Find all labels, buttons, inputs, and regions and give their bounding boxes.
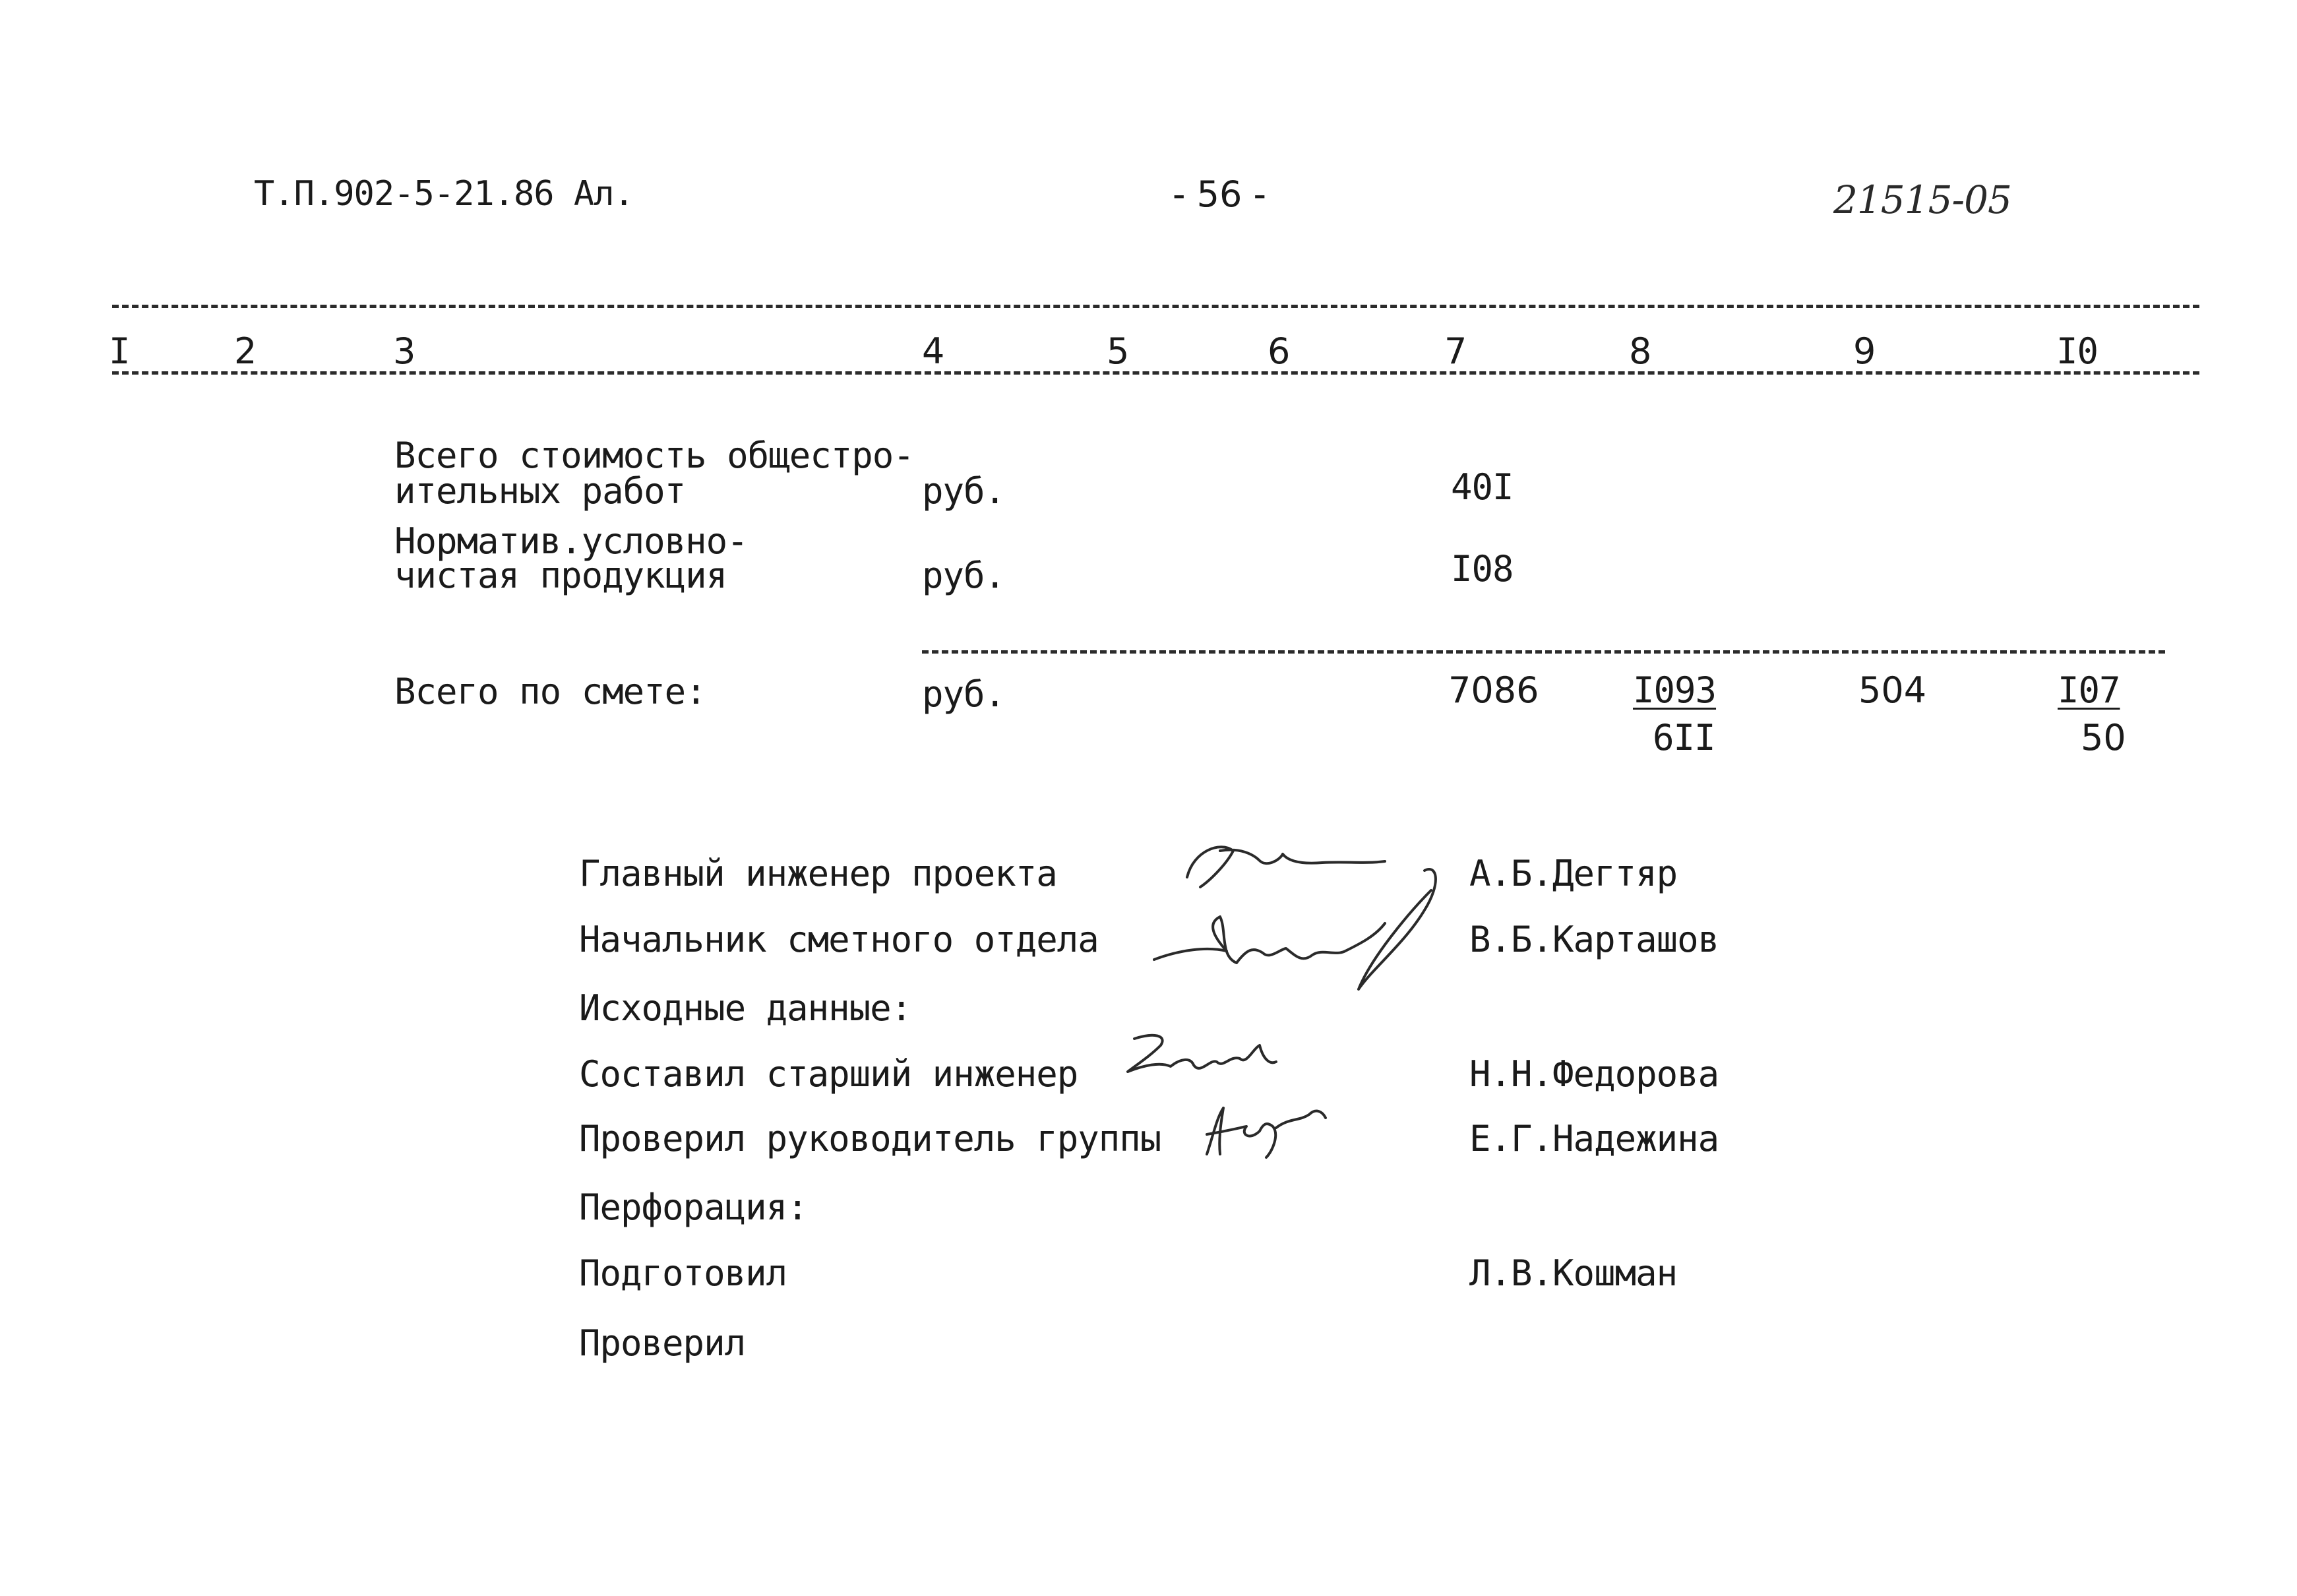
signatory-name-estimate-head: В.Б.Карташов	[1469, 919, 1719, 960]
signature-compiled-by-image	[1115, 1026, 1286, 1098]
column-number-10: I0	[2056, 330, 2098, 372]
signatory-role-compiled-by: Составил старший инженер	[579, 1053, 1078, 1095]
page-number: - 56 -	[1173, 173, 1267, 215]
section-source-data: Исходные данные:	[579, 987, 912, 1029]
row-general-construction-col7: 40I	[1451, 466, 1514, 508]
column-number-3: 3	[393, 330, 416, 372]
total-col10-top: I07	[2058, 669, 2120, 711]
signatory-name-chief-engineer: А.Б.Дегтяр	[1469, 853, 1678, 894]
signatory-role-prepared-by: Подготовил	[579, 1252, 787, 1294]
column-number-9: 9	[1853, 330, 1876, 372]
signatory-name-compiled-by: Н.Н.Федорова	[1469, 1053, 1719, 1095]
signatory-role-checked-by: Проверил	[579, 1322, 746, 1364]
row-net-product-name-line1: Норматив.условно-	[394, 520, 748, 562]
signatory-name-prepared-by: Л.В.Кошман	[1469, 1252, 1678, 1294]
signature-checked-by-group-head-image	[1194, 1095, 1345, 1167]
column-number-6: 6	[1268, 330, 1291, 372]
row-net-product-unit: руб.	[922, 555, 1006, 596]
total-col7: 7086	[1448, 669, 1539, 711]
column-number-2: 2	[234, 330, 257, 372]
total-col8-top: I093	[1633, 669, 1717, 711]
signatory-name-checked-by-group-head: Е.Г.Надежина	[1469, 1118, 1719, 1159]
table-header-rule	[112, 371, 2199, 375]
archive-number: 21515-05	[1833, 177, 2011, 222]
row-net-product-name-line2: чистая продукция	[394, 555, 727, 596]
total-unit: руб.	[922, 673, 1006, 715]
row-general-construction-name-line1: Всего стоимость общестро-	[394, 435, 914, 476]
signature-estimate-head-image	[1148, 897, 1411, 1002]
row-general-construction-unit: руб.	[922, 470, 1006, 512]
document-code: Т.П.902-5-21.86 Ал.	[254, 174, 634, 214]
section-perforation: Перфорация:	[579, 1186, 808, 1228]
signatory-role-chief-engineer: Главный инженер проекта	[579, 853, 1057, 894]
column-number-7: 7	[1444, 330, 1467, 372]
total-col8-bottom: 6II	[1653, 717, 1715, 758]
column-number-4: 4	[922, 330, 945, 372]
column-number-1: I	[109, 330, 130, 372]
table-top-rule	[112, 305, 2199, 308]
total-col9: 504	[1858, 669, 1927, 711]
signatory-role-estimate-head: Начальник сметного отдела	[579, 919, 1099, 960]
row-general-construction-name-line2: ительных работ	[394, 470, 686, 512]
total-separator-rule	[922, 650, 2165, 654]
signatory-role-checked-by-group-head: Проверил руководитель группы	[579, 1118, 1161, 1159]
column-number-5: 5	[1107, 330, 1130, 372]
row-net-product-col7: I08	[1451, 548, 1514, 590]
total-col10-bottom: 50	[2081, 717, 2126, 758]
total-label: Всего по смете:	[394, 671, 706, 712]
column-number-8: 8	[1629, 330, 1652, 372]
